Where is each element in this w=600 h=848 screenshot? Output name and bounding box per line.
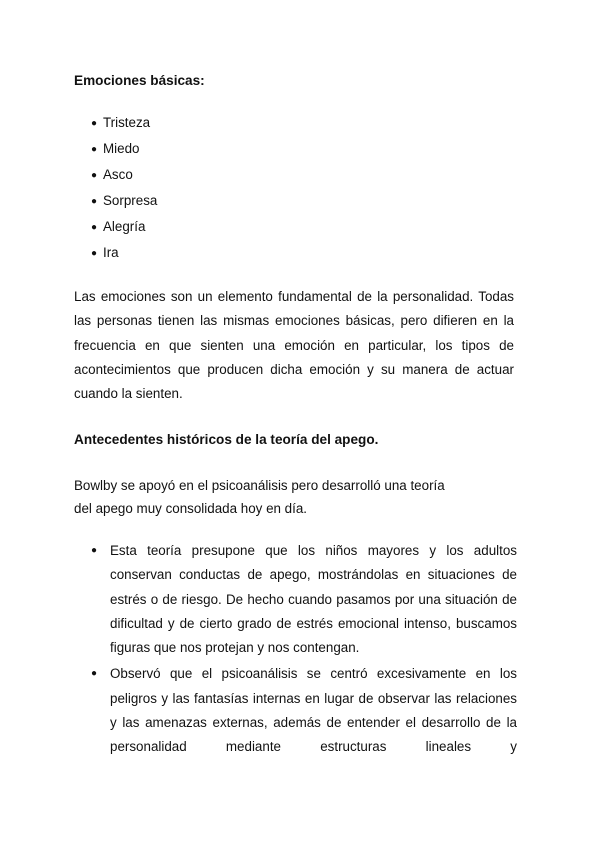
heading-antecedentes: Antecedentes históricos de la teoría del apego. <box>74 432 379 447</box>
list-item-emotion <box>91 219 145 234</box>
bullet-dot: ● <box>91 222 98 233</box>
bullet-dot: ● <box>91 170 98 181</box>
list-item-text: Esta teoría presupone que los niños mayores y los adultos conservan conductas de apego, mostrándolas en situaciones de estrés o de riesgo. De hecho cuando pasamos por una situación de dificultad y de cierto grado de estrés emocional intenso, buscamos figuras que nos protejan y nos contengan. <box>110 543 517 656</box>
list-item <box>91 539 517 660</box>
heading-emociones-basicas: Emociones básicas: <box>74 73 205 88</box>
bullet-dot: ● <box>91 248 98 259</box>
list-item-label: Sorpresa <box>103 193 158 208</box>
bullet-dot: ● <box>91 545 98 556</box>
list-item-emotion <box>91 245 119 260</box>
list-item-label: Asco <box>103 167 133 182</box>
list-item <box>91 662 517 759</box>
bullet-dot: ● <box>91 196 98 207</box>
list-item-emotion <box>91 141 139 156</box>
paragraph-emociones: Las emociones son un elemento fundamental de la personalidad. Todas las personas tienen las mismas emociones básicas, pero difieren en la frecuencia en que sienten una emoción en particular, los tipos de acontecimientos que producen dicha emoción y su manera de actuar cuando la sienten. <box>74 289 514 402</box>
paragraph-bowlby <box>74 474 514 520</box>
bullet-dot: ● <box>91 118 98 129</box>
list-item-text: Observó que el psicoanálisis se centró excesivamente en los peligros y las fantasías internas en lugar de observar las relaciones y las amenazas externas, además de entender el desarrollo de la personalidad mediante estructuras lineales y <box>110 666 517 755</box>
list-item-emotion <box>91 115 150 130</box>
list-item-emotion <box>91 167 133 182</box>
bullet-list-apego <box>91 539 517 760</box>
list-item-label: Tristeza <box>103 115 151 130</box>
bullet-dot: ● <box>91 144 98 155</box>
bullet-dot: ● <box>91 668 98 680</box>
list-item-emotion <box>91 193 157 208</box>
paragraph-line: Bowlby se apoyó en el psicoanálisis pero desarrolló una teoría <box>74 478 445 493</box>
list-item-label: Alegría <box>103 219 146 234</box>
paragraph-line: del apego muy consolidada hoy en día. <box>74 501 308 516</box>
list-item-label: Ira <box>103 245 119 260</box>
list-item-label: Miedo <box>103 141 140 156</box>
